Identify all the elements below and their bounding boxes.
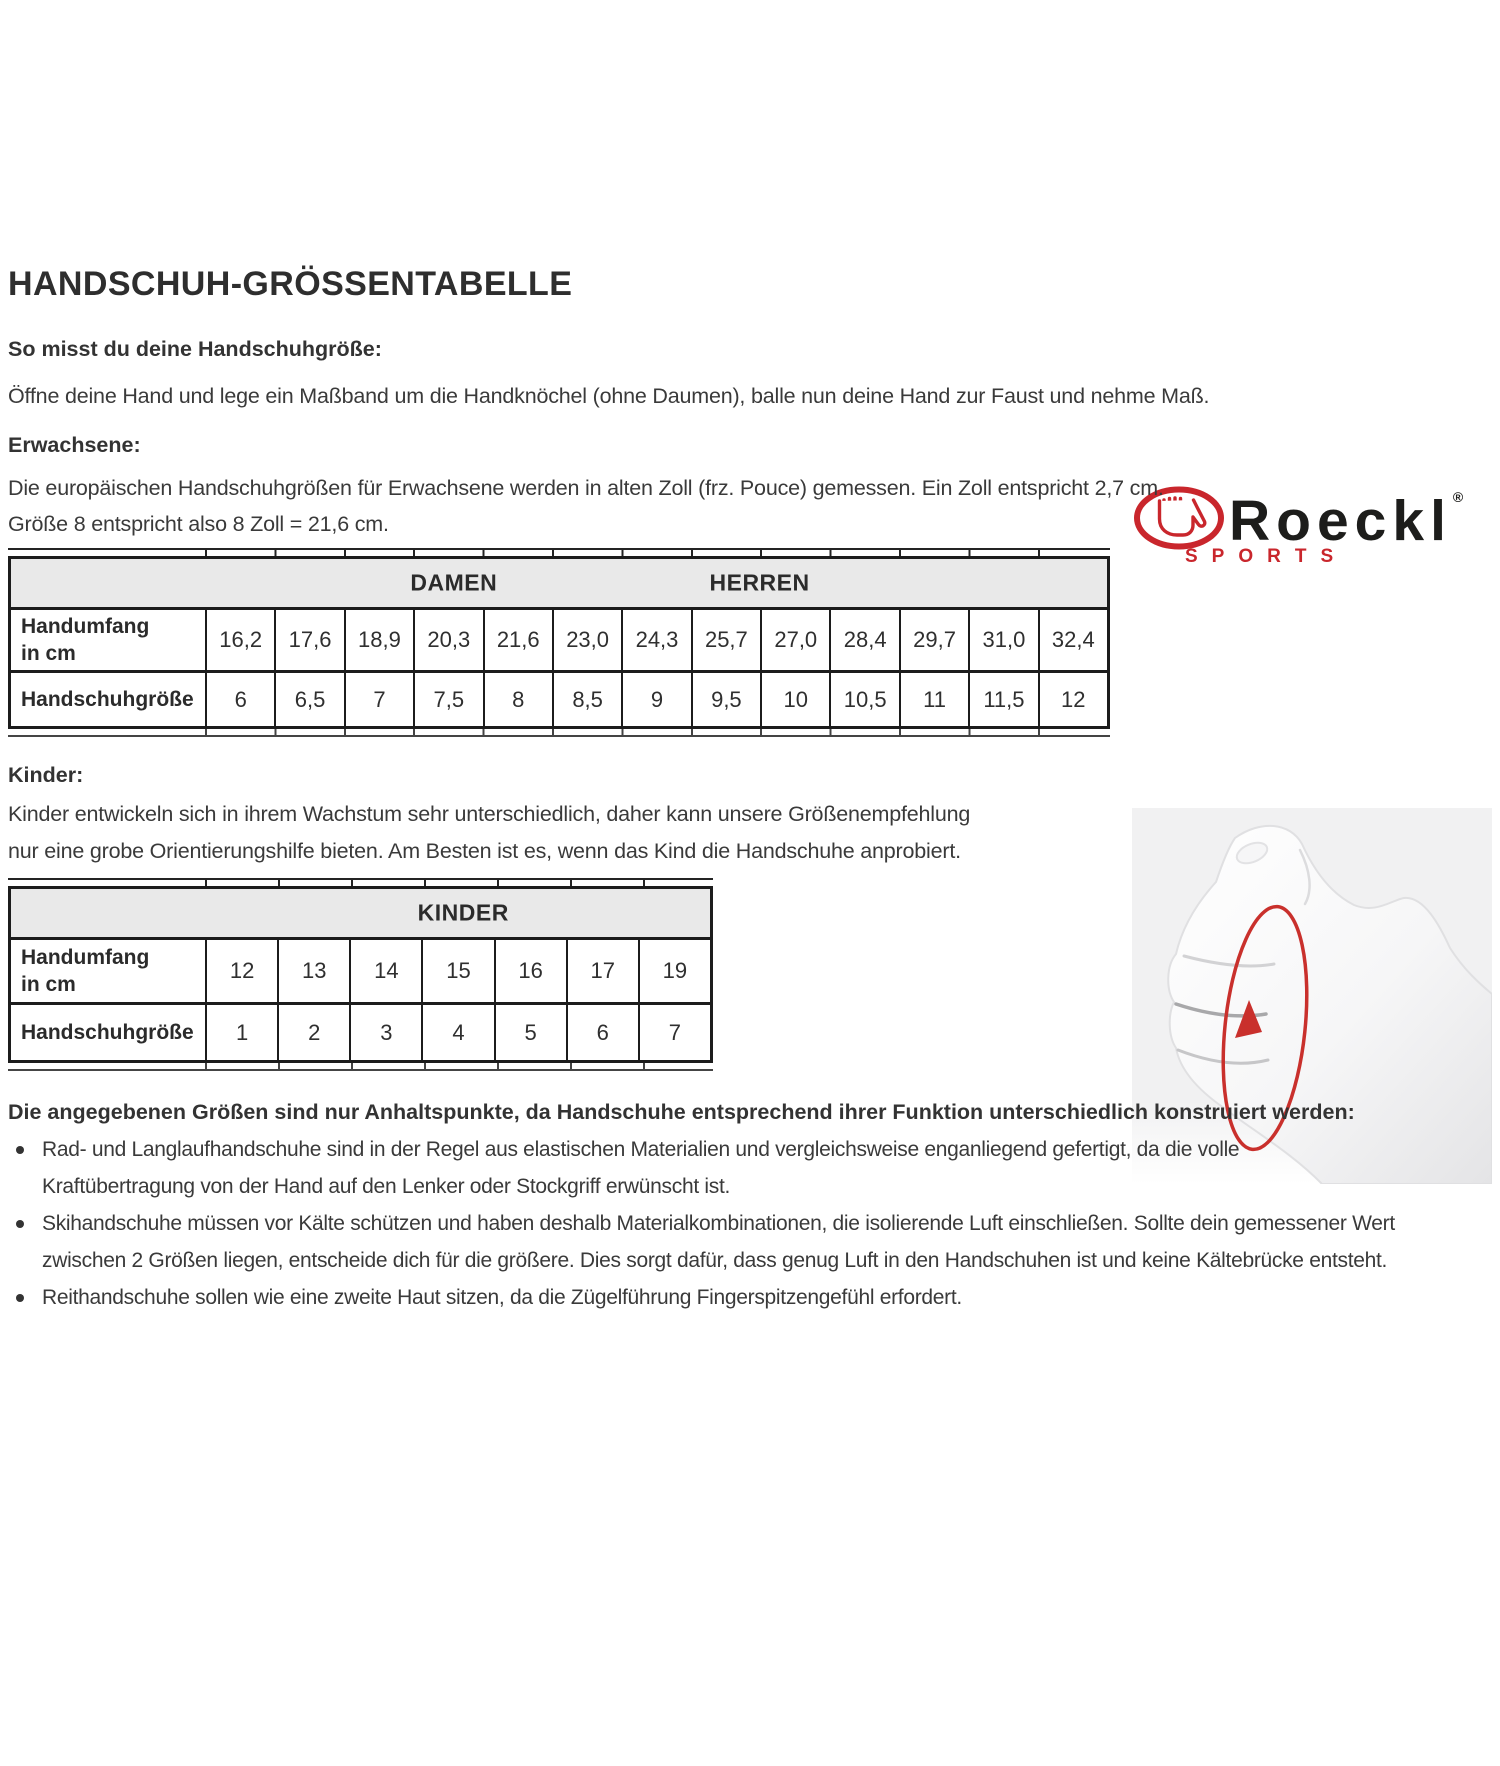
table-cell: 27,0 bbox=[760, 610, 829, 670]
kids-glove-size-row bbox=[11, 1002, 710, 1060]
table-cell: 6 bbox=[205, 673, 274, 726]
brand-name: Roeckl bbox=[1229, 489, 1452, 553]
table-cell: 31,0 bbox=[968, 610, 1037, 670]
table-cell: 14 bbox=[349, 940, 421, 1002]
table-cell: 24,3 bbox=[621, 610, 690, 670]
table-cell: 29,7 bbox=[899, 610, 968, 670]
table-cell: 15 bbox=[421, 940, 493, 1002]
table-cell: 21,6 bbox=[483, 610, 552, 670]
table-cell: 10,5 bbox=[829, 673, 898, 726]
page-title: HANDSCHUH-GRÖSSENTABELLE bbox=[8, 265, 573, 303]
row-label: Handschuhgröße bbox=[21, 688, 194, 712]
kids-table-group-header bbox=[11, 889, 710, 937]
table-cell: 16,2 bbox=[205, 610, 274, 670]
table-cell: 3 bbox=[349, 1005, 421, 1060]
list-item: Skihandschuhe müssen vor Kälte schützen und haben deshalb Materialkombinationen, die isolierende Luft einschließen. Sollte dein gemessener Wert zwischen 2 Größen liegen, entscheide dich für die größere. Dies sorgt dafür, dass genug Luft in den Handschuhen ist und keine Kältebrücke entsteht. bbox=[8, 1205, 1492, 1279]
row-label: Handumfang in cm bbox=[21, 946, 150, 997]
table-cell: 6 bbox=[566, 1005, 638, 1060]
table-cell: 32,4 bbox=[1038, 610, 1107, 670]
table-cell: 18,9 bbox=[344, 610, 413, 670]
list-item: Rad- und Langlaufhandschuhe sind in der Regel aus elastischen Materialien und vergleichsweise enganliegend gefertigt, da die volle Kraftübertragung von der Hand auf den Lenker oder Stockgriff erwünscht ist. bbox=[8, 1131, 1492, 1205]
kids-line-1: Kinder entwickeln sich in ihrem Wachstum sehr unterschiedlich, daher kann unsere Größenempfehlung bbox=[8, 802, 971, 827]
table-cell: 13 bbox=[277, 940, 349, 1002]
notes-heading: Die angegebenen Größen sind nur Anhaltspunkte, da Handschuhe entsprechend ihrer Funktion unterschiedlich konstruiert werden: bbox=[8, 1100, 1355, 1125]
adults-line-2: Größe 8 entspricht also 8 Zoll = 21,6 cm. bbox=[8, 512, 389, 537]
table-bottom-ruler bbox=[8, 729, 1110, 737]
table-cell: 5 bbox=[494, 1005, 566, 1060]
table-cell: 8 bbox=[483, 673, 552, 726]
table-cell: 1 bbox=[205, 1005, 277, 1060]
kids-heading: Kinder: bbox=[8, 763, 84, 788]
table-cell: 12 bbox=[1038, 673, 1107, 726]
measure-instruction-heading: So misst du deine Handschuhgröße: bbox=[8, 337, 382, 362]
table-cell: 12 bbox=[205, 940, 277, 1002]
table-cell: 16 bbox=[494, 940, 566, 1002]
brand-subbrand: SPORTS bbox=[1185, 546, 1348, 567]
table-cell: 11,5 bbox=[968, 673, 1037, 726]
adults-heading: Erwachsene: bbox=[8, 433, 141, 458]
damen-header: DAMEN bbox=[410, 569, 498, 596]
adults-circumference-row bbox=[11, 607, 1107, 670]
table-cell: 6,5 bbox=[274, 673, 343, 726]
row-label: Handschuhgröße bbox=[21, 1021, 194, 1045]
table-cell: 7,5 bbox=[413, 673, 482, 726]
page bbox=[0, 266, 1500, 1316]
table-cell: 17 bbox=[566, 940, 638, 1002]
kids-line-2: nur eine grobe Orientierungshilfe bieten. Am Besten ist es, wenn das Kind die Handschuhe anprobiert. bbox=[8, 839, 961, 864]
adults-line-1: Die europäischen Handschuhgrößen für Erwachsene werden in alten Zoll (frz. Pouce) gemessen. Ein Zoll entspricht 2,7 cm. bbox=[8, 476, 1164, 501]
table-cell: 7 bbox=[344, 673, 413, 726]
registered-mark: ® bbox=[1452, 489, 1464, 505]
herren-header: HERREN bbox=[709, 569, 810, 596]
row-label: Handumfang in cm bbox=[21, 615, 150, 666]
table-cell: 9 bbox=[621, 673, 690, 726]
table-cell: 19 bbox=[638, 940, 710, 1002]
adults-paragraph bbox=[8, 470, 1492, 542]
kids-circumference-row bbox=[11, 937, 710, 1002]
table-cell: 2 bbox=[277, 1005, 349, 1060]
adults-glove-size-row bbox=[11, 670, 1107, 726]
table-cell: 11 bbox=[899, 673, 968, 726]
table-cell: 7 bbox=[638, 1005, 710, 1060]
table-bottom-ruler bbox=[8, 1063, 713, 1071]
table-top-ruler bbox=[8, 878, 713, 886]
notes-list bbox=[8, 1131, 1492, 1316]
table-cell: 4 bbox=[421, 1005, 493, 1060]
table-cell: 9,5 bbox=[691, 673, 760, 726]
kids-size-table bbox=[8, 878, 713, 1071]
list-item: Reithandschuhe sollen wie eine zweite Haut sitzen, da die Zügelführung Fingerspitzengefühl erfordert. bbox=[8, 1279, 1492, 1316]
table-cell: 23,0 bbox=[552, 610, 621, 670]
kinder-header: KINDER bbox=[417, 899, 509, 926]
adults-table-group-header bbox=[11, 559, 1107, 607]
kids-paragraph bbox=[8, 796, 1492, 870]
measure-instruction-text: Öffne deine Hand und lege ein Maßband um die Handknöchel (ohne Daumen), balle nun deine Hand zur Faust und nehme Maß. bbox=[8, 384, 1210, 409]
table-cell: 28,4 bbox=[829, 610, 898, 670]
table-cell: 20,3 bbox=[413, 610, 482, 670]
adults-size-table bbox=[8, 548, 1110, 737]
table-top-ruler bbox=[8, 548, 1110, 556]
table-cell: 25,7 bbox=[691, 610, 760, 670]
table-cell: 8,5 bbox=[552, 673, 621, 726]
table-cell: 17,6 bbox=[274, 610, 343, 670]
table-cell: 10 bbox=[760, 673, 829, 726]
